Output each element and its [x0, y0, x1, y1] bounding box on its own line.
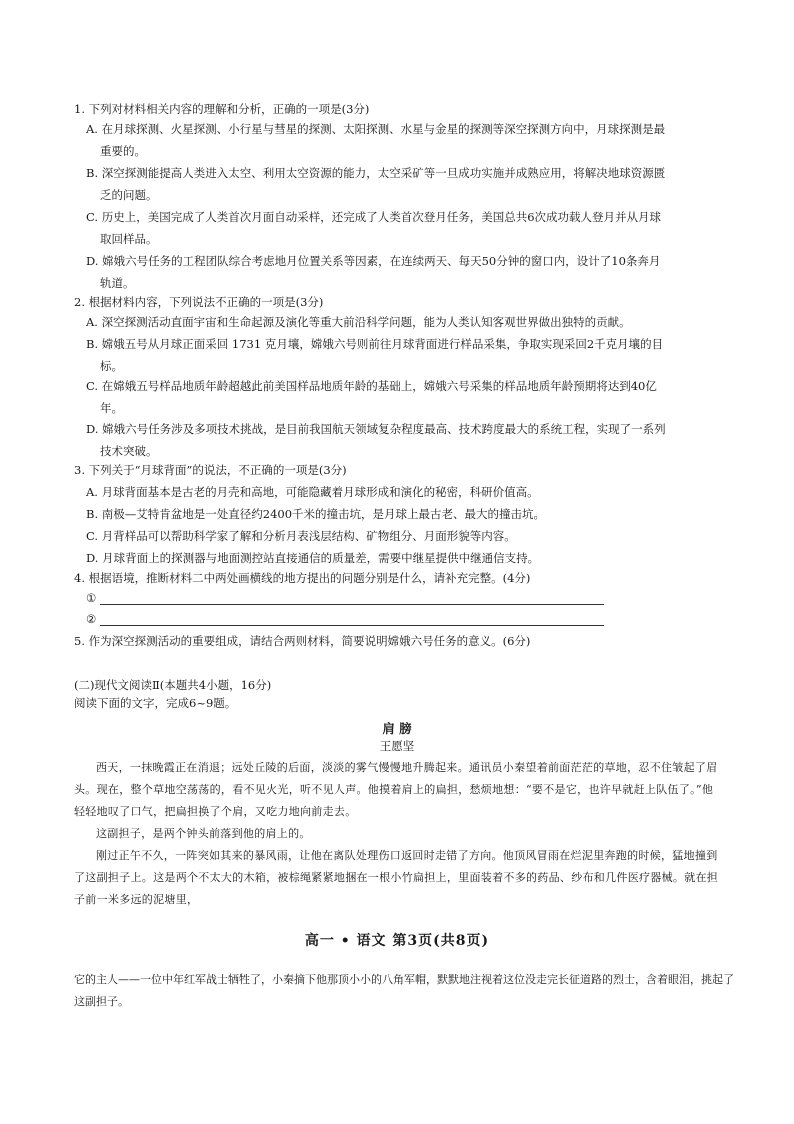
option-text: B. 嫦娥五号从月球正面采回 1731 克月壤，嫦娥六号则前往月球背面进行样品采集，争取实现采回2千克月壤的目	[86, 337, 664, 351]
option-text: C. 在嫦娥五号样品地质年龄超越此前美国样品地质年龄的基础上，嫦娥六号采集的样品地质年龄预期将达到40亿	[86, 379, 657, 393]
question-1-option-d	[86, 250, 726, 294]
question-2-stem: 2. 根据材料内容，下列说法不正确的一项是(3分)	[74, 295, 324, 309]
question-3-option-c	[86, 525, 726, 547]
answer-blank-1-line	[100, 603, 604, 605]
question-2-option-b	[86, 333, 726, 377]
story-paragraph-1: 西天，一抹晚霞正在消退；远处丘陵的后面，淡淡的雾气慢慢地升腾起来。通讯员小秦望着前面茫茫的草地，忍不住皱起了眉头。现在，整个草地空荡荡的，看不见火光，听不见人声。他摸着肩上的扁担，愁烦地想：“要不是它，也许早就赶上队伍了。”他轻轻地叹了口气，把扁担换了个肩，又吃力地向前走去。	[74, 761, 718, 818]
option-text: B. 南极—艾特肯盆地是一处直径约2400千米的撞击坑，是月球上最古老、最大的撞击坑。	[86, 507, 546, 521]
question-3-stem: 3. 下列关于“月球背面”的说法，不正确的一项是(3分)	[74, 463, 347, 477]
answer-blank-1-label: ①	[86, 591, 97, 605]
page-footer: 高一 • 语文 第3页(共8页)	[304, 933, 490, 949]
option-text: C. 月背样品可以帮助科学家了解和分析月表浅层结构、矿物组分、月面形貌等内容。	[86, 529, 516, 543]
option-text-continued: 标。	[100, 359, 123, 373]
option-text-continued: 取回样品。	[100, 232, 158, 246]
question-2-option-c	[86, 375, 726, 419]
option-text: D. 嫦娥六号任务涉及多项技术挑战，是目前我国航天领域复杂程度最高、技术跨度最大的系统工程，实现了一系列	[86, 422, 666, 436]
option-text: D. 月球背面上的探测器与地面测控站直接通信的质量差，需要中继星提供中继通信支持。	[86, 551, 540, 565]
question-3-option-b	[86, 503, 726, 525]
option-text: B. 深空探测能提高人类进入太空、利用太空资源的能力，太空采矿等一旦成功实施并成熟应用，将解决地球资源匮	[86, 166, 666, 180]
question-1-stem: 1. 下列对材料相关内容的理解和分析，正确的一项是(3分)	[74, 102, 370, 116]
question-2-option-d	[86, 418, 726, 462]
section-heading: (二)现代文阅读Ⅱ(本题共4小题，16分)	[74, 678, 272, 692]
question-1-option-a	[86, 118, 726, 162]
option-text-continued: 重要的。	[100, 144, 146, 158]
section-instruction: 阅读下面的文字，完成6~9题。	[74, 696, 237, 710]
story-paragraph-continued: 它的主人——一位中年红军战士牺牲了，小秦摘下他那顶小小的八角军帽，默默地注视着这位没走完长征道路的烈士，含着眼泪，挑起了这副担子。	[74, 973, 734, 1008]
option-text: C. 历史上，美国完成了人类首次月面自动采样，还完成了人类首次登月任务，美国总共6次成功载人登月并从月球	[86, 210, 662, 224]
answer-blank-2-label: ②	[86, 612, 97, 626]
question-2-option-a	[86, 311, 726, 333]
option-text: D. 嫦娥六号任务的工程团队综合考虑地月位置关系等因素，在连续两天、每天50分钟的窗口内，设计了10条奔月	[86, 254, 661, 268]
story-paragraph-3: 刚过正午不久，一阵突如其来的暴风雨，让他在离队处理伤口返回时走错了方向。他顶风冒雨在烂泥里奔跑的时候，猛地撞到了这副担子上。这是两个不太大的木箱，被棕绳紧紧地捆在一根小竹扁担上，里面装着不多的药品、纱布和几件医疗器械。就在担子前一米多远的泥塘里，	[74, 849, 719, 906]
question-3-option-d	[86, 547, 726, 569]
question-1-option-c	[86, 206, 726, 250]
question-4-stem: 4. 根据语境，推断材料二中两处画横线的地方提出的问题分别是什么，请补充完整。(4分)	[74, 571, 531, 585]
option-text-continued: 乏的问题。	[100, 188, 158, 202]
option-text-continued: 技术突破。	[100, 444, 158, 458]
option-text-continued: 轨道。	[100, 276, 135, 290]
option-text: A. 深空探测活动直面宇宙和生命起源及演化等重大前沿科学问题，能为人类认知客观世界做出独特的贡献。	[86, 315, 631, 329]
question-5-stem: 5. 作为深空探测活动的重要组成，请结合两则材料，简要说明嫦娥六号任务的意义。(6分)	[74, 634, 531, 648]
story-title: 肩 膀	[382, 721, 412, 736]
story-paragraph-2: 这副担子，是两个钟头前落到他的肩上的。	[96, 827, 311, 840]
option-text: A. 月球背面基本是古老的月壳和高地，可能隐藏着月球形成和演化的秘密，科研价值高。	[86, 485, 539, 499]
option-text-continued: 年。	[100, 401, 123, 415]
option-text: A. 在月球探测、火星探测、小行星与彗星的探测、太阳探测、水星与金星的探测等深空探测方向中，月球探测是最	[86, 122, 666, 136]
question-3-option-a	[86, 481, 726, 503]
question-1-option-b	[86, 162, 726, 206]
answer-blank-2-line	[100, 624, 604, 626]
story-author: 王愿坚	[379, 739, 415, 753]
